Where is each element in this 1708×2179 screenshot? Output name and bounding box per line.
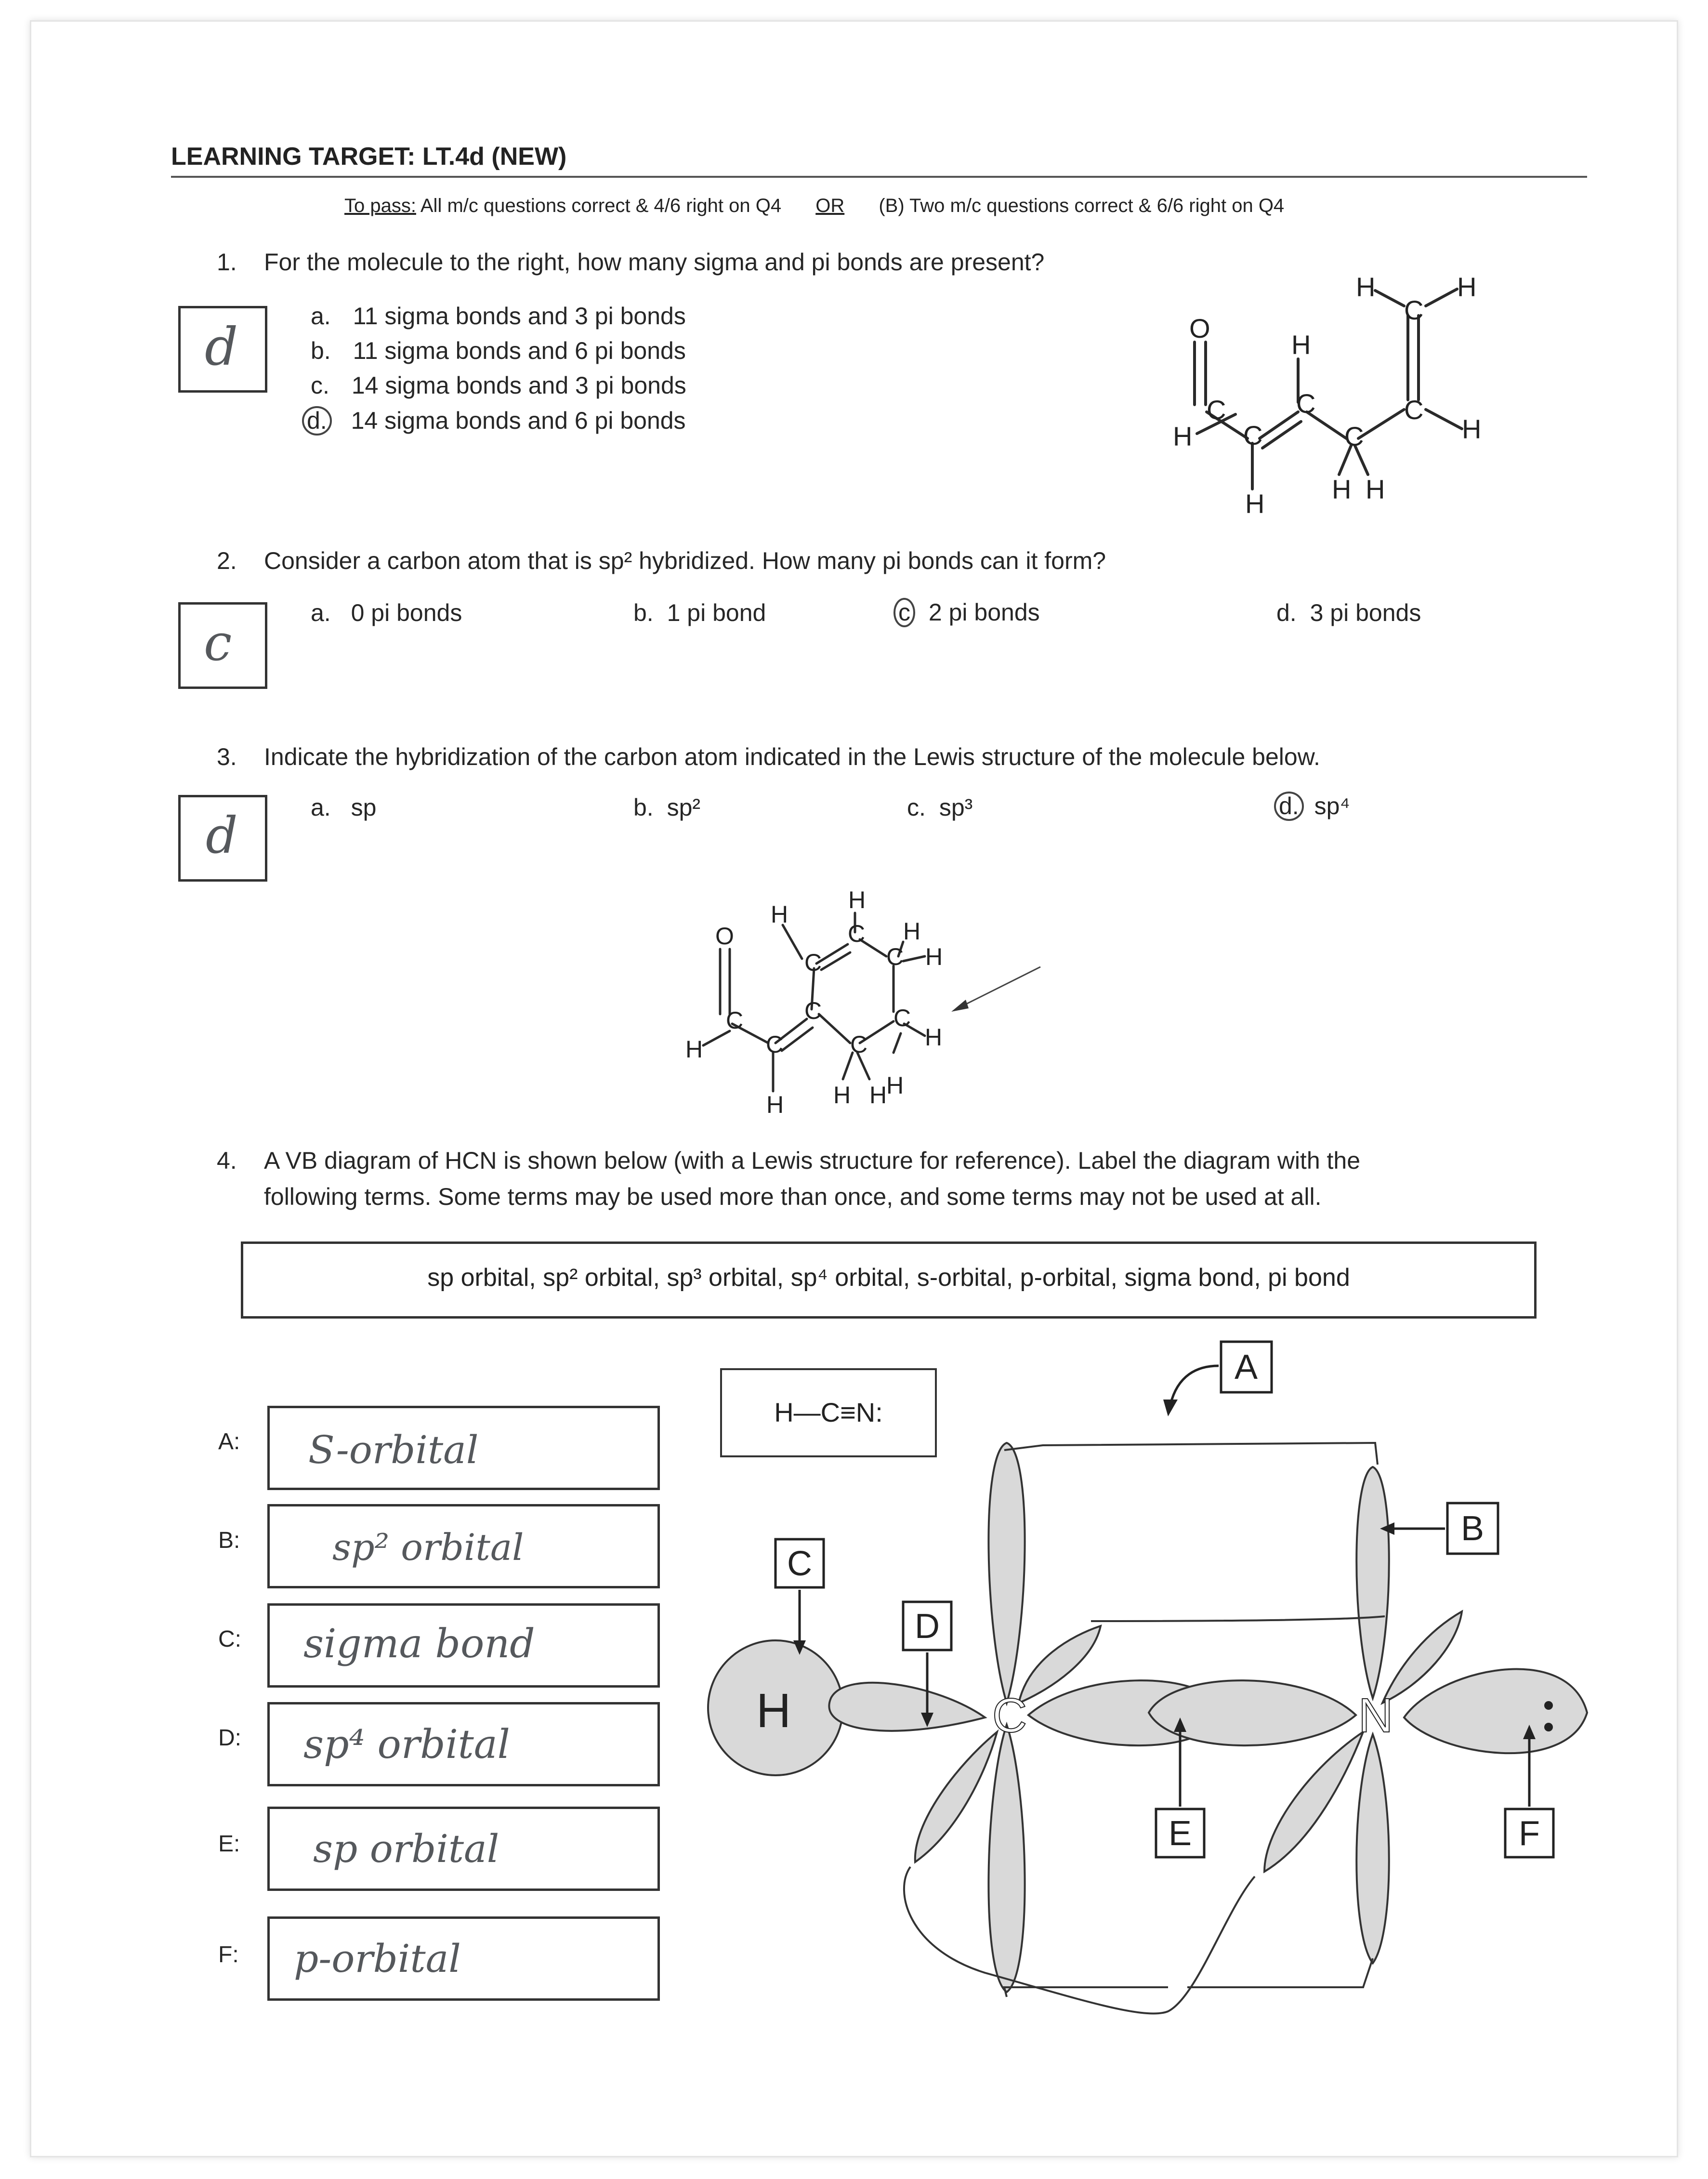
option-text: 14 sigma bonds and 3 pi bonds	[351, 372, 686, 399]
c-p-orbital-bottom	[988, 1725, 1025, 1992]
atom-h: H	[1291, 330, 1311, 360]
q3-text: Indicate the hybridization of the carbon atom indicated in the Lewis structure of the molecule below.	[264, 743, 1320, 770]
atom-o: O	[1189, 313, 1210, 343]
q1-molecule-diagram	[1154, 253, 1577, 523]
q3-option-c[interactable]	[907, 793, 972, 821]
q3-molecule-diagram	[657, 841, 1110, 1120]
hcn-vb-diagram	[686, 1332, 1606, 2050]
option-text: 2 pi bonds	[928, 599, 1040, 626]
atom-h: H	[833, 1082, 851, 1109]
atom-c: C	[1344, 421, 1364, 451]
label-a-letter: A:	[218, 1429, 240, 1454]
option-text: 1 pi bond	[667, 599, 766, 626]
label-c-answer-box[interactable]	[267, 1603, 660, 1688]
pi-bond-bottom-connector-right	[1187, 1958, 1373, 1987]
atom-h: H	[886, 1072, 904, 1099]
atom-h: H	[685, 1036, 703, 1063]
atom-h: H	[1462, 414, 1482, 444]
option-letter: c.	[907, 794, 926, 821]
q1-answer: d	[205, 317, 238, 377]
atom-h: H	[1332, 474, 1352, 504]
q1-number: 1.	[217, 249, 237, 276]
option-text: sp³	[939, 794, 973, 821]
pass-or: OR	[815, 195, 845, 216]
atom-o: O	[715, 923, 734, 950]
pi-bond-diagonal-lower	[904, 1867, 1255, 2014]
atom-h: H	[1245, 489, 1265, 519]
selected-option-circle: d.	[1274, 792, 1304, 821]
worksheet-page	[30, 20, 1678, 2157]
q1-answer-box[interactable]	[178, 306, 267, 393]
label-d-answer-box[interactable]	[267, 1702, 660, 1786]
option-letter: d.	[1276, 599, 1297, 626]
q2-option-a[interactable]	[311, 599, 462, 627]
label-f-letter: F:	[218, 1942, 239, 1968]
tag-a: A	[1234, 1348, 1258, 1387]
label-c-answer: sigma bond	[303, 1621, 535, 1667]
arrow-a	[1170, 1366, 1219, 1404]
arrowhead-a	[1163, 1400, 1178, 1416]
atom-h: H	[903, 918, 921, 945]
tag-c: C	[787, 1545, 812, 1583]
atom-c: C	[893, 1004, 911, 1031]
pi-bond-bottom-connector	[1004, 1987, 1168, 1997]
pass-option-a: All m/c questions correct & 4/6 right on Q4	[416, 195, 782, 216]
header-rule	[171, 176, 1587, 178]
atom-c: C	[886, 943, 904, 970]
q1-option-d[interactable]	[302, 406, 686, 436]
q2-answer: c	[204, 613, 232, 672]
option-text: 11 sigma bonds and 6 pi bonds	[353, 337, 686, 364]
atom-c: C	[848, 920, 866, 947]
atom-h: H	[925, 943, 943, 970]
atom-c: C	[1404, 395, 1424, 425]
label-d-answer: sp⁴ orbital	[303, 1722, 510, 1768]
atom-n-label: N	[1358, 1689, 1393, 1743]
q3-answer: d	[206, 806, 238, 865]
label-e-answer-box[interactable]	[267, 1807, 660, 1891]
atom-c: C	[766, 1031, 784, 1058]
atom-h: H	[1457, 272, 1477, 302]
option-text: 14 sigma bonds and 6 pi bonds	[351, 407, 686, 434]
option-text: 0 pi bonds	[351, 599, 462, 626]
q3-option-a[interactable]	[311, 793, 376, 821]
option-text: sp	[351, 794, 377, 821]
option-letter: c.	[311, 372, 329, 399]
tag-b: B	[1460, 1509, 1485, 1548]
atom-c: C	[1404, 295, 1424, 325]
pass-option-b: (B) Two m/c questions correct & 6/6 right on Q4	[879, 195, 1285, 216]
atom-c: C	[804, 949, 822, 976]
learning-target-title: LEARNING TARGET: LT.4d (NEW)	[171, 143, 567, 171]
tag-f: F	[1519, 1814, 1540, 1853]
atom-h: H	[771, 901, 788, 928]
atom-h: H	[1366, 474, 1385, 504]
selected-option-circle: c	[893, 598, 915, 627]
label-b-answer: sp² orbital	[332, 1526, 524, 1569]
label-f-answer: p-orbital	[294, 1936, 461, 1981]
atom-c: C	[804, 997, 822, 1024]
selected-option-circle: d.	[302, 406, 332, 436]
q3-number: 3.	[217, 743, 237, 770]
n-p-orbital-top	[1356, 1467, 1389, 1698]
pass-lead: To pass:	[344, 195, 416, 216]
option-letter: a.	[311, 303, 331, 330]
atom-h-label: H	[756, 1684, 791, 1738]
option-text: 3 pi bonds	[1310, 599, 1421, 626]
label-e-letter: E:	[218, 1831, 240, 1857]
option-letter: b.	[311, 337, 331, 364]
atom-h: H	[766, 1091, 784, 1118]
q2-answer-box[interactable]	[178, 602, 267, 689]
lone-pair-dot	[1544, 1701, 1553, 1710]
option-letter: b.	[633, 794, 654, 821]
q3-option-d[interactable]	[1274, 792, 1350, 821]
c-sp-orbital-left	[829, 1683, 985, 1731]
lewis-structure: H—C≡N:	[774, 1397, 883, 1427]
pass-criteria	[344, 195, 1284, 217]
atom-h: H	[1173, 421, 1193, 451]
option-letter: b.	[633, 599, 654, 626]
q4-text-line2: following terms. Some terms may be used more than once, and some terms may not be used at all.	[264, 1183, 1322, 1210]
option-text: 11 sigma bonds and 3 pi bonds	[353, 303, 686, 330]
pi-bond-diagonal-upper	[1091, 1616, 1385, 1621]
c-p-orbital-top	[988, 1443, 1025, 1703]
atom-c: C	[1207, 395, 1226, 425]
q2-option-d[interactable]	[1276, 599, 1421, 627]
pi-bond-top-connector	[1004, 1443, 1378, 1465]
q4-text-line1: A VB diagram of HCN is shown below (with a Lewis structure for reference). Label the diagram with the	[264, 1147, 1361, 1174]
q1-option-a[interactable]	[311, 302, 686, 330]
option-letter: a.	[311, 794, 331, 821]
q2-text: Consider a carbon atom that is sp² hybridized. How many pi bonds can it form?	[264, 547, 1106, 574]
q2-option-c[interactable]	[893, 598, 1040, 627]
q1-option-c[interactable]	[311, 371, 686, 399]
tag-d: D	[915, 1607, 940, 1646]
atom-h: H	[1356, 272, 1376, 302]
label-b-answer-box[interactable]	[267, 1504, 660, 1588]
q3-answer-box[interactable]	[178, 795, 267, 882]
label-e-answer: sp orbital	[313, 1826, 499, 1871]
terms-box	[241, 1241, 1537, 1319]
n-p-orbital-bottom	[1356, 1734, 1389, 1963]
n-p-orbital-lower-left	[1264, 1732, 1363, 1872]
label-b-letter: B:	[218, 1528, 240, 1553]
atom-h: H	[869, 1082, 887, 1109]
q1-option-b[interactable]	[311, 337, 686, 365]
lone-pair-dot	[1544, 1723, 1553, 1731]
atom-c: C	[1296, 388, 1316, 419]
option-letter: a.	[311, 599, 331, 626]
tag-e: E	[1168, 1814, 1192, 1853]
q2-option-b[interactable]	[633, 599, 766, 627]
q2-number: 2.	[217, 547, 237, 574]
q3-option-b[interactable]	[633, 793, 700, 821]
atom-c-label: C	[992, 1689, 1027, 1743]
label-a-answer-box[interactable]	[267, 1406, 660, 1490]
atom-c: C	[850, 1031, 868, 1058]
c-p-orbital-lower-left	[915, 1732, 997, 1862]
label-c-letter: C:	[218, 1626, 241, 1652]
atom-h: H	[848, 886, 866, 913]
option-text: sp²	[667, 794, 701, 821]
atom-c: C	[726, 1007, 744, 1034]
label-a-answer: S-orbital	[308, 1427, 479, 1472]
atom-h: H	[925, 1024, 943, 1051]
label-f-answer-box[interactable]	[267, 1916, 660, 2001]
q1-text: For the molecule to the right, how many sigma and pi bonds are present?	[264, 249, 1045, 276]
atom-c: C	[1243, 420, 1263, 450]
label-d-letter: D:	[218, 1725, 241, 1751]
q4-number: 4.	[217, 1147, 237, 1174]
n-lone-pair-orbital	[1404, 1669, 1587, 1753]
option-text: sp⁴	[1314, 792, 1350, 819]
terms-list: sp orbital, sp² orbital, sp³ orbital, sp⁴ orbital, s-orbital, p-orbital, sigma bond, pi bond	[427, 1264, 1350, 1292]
